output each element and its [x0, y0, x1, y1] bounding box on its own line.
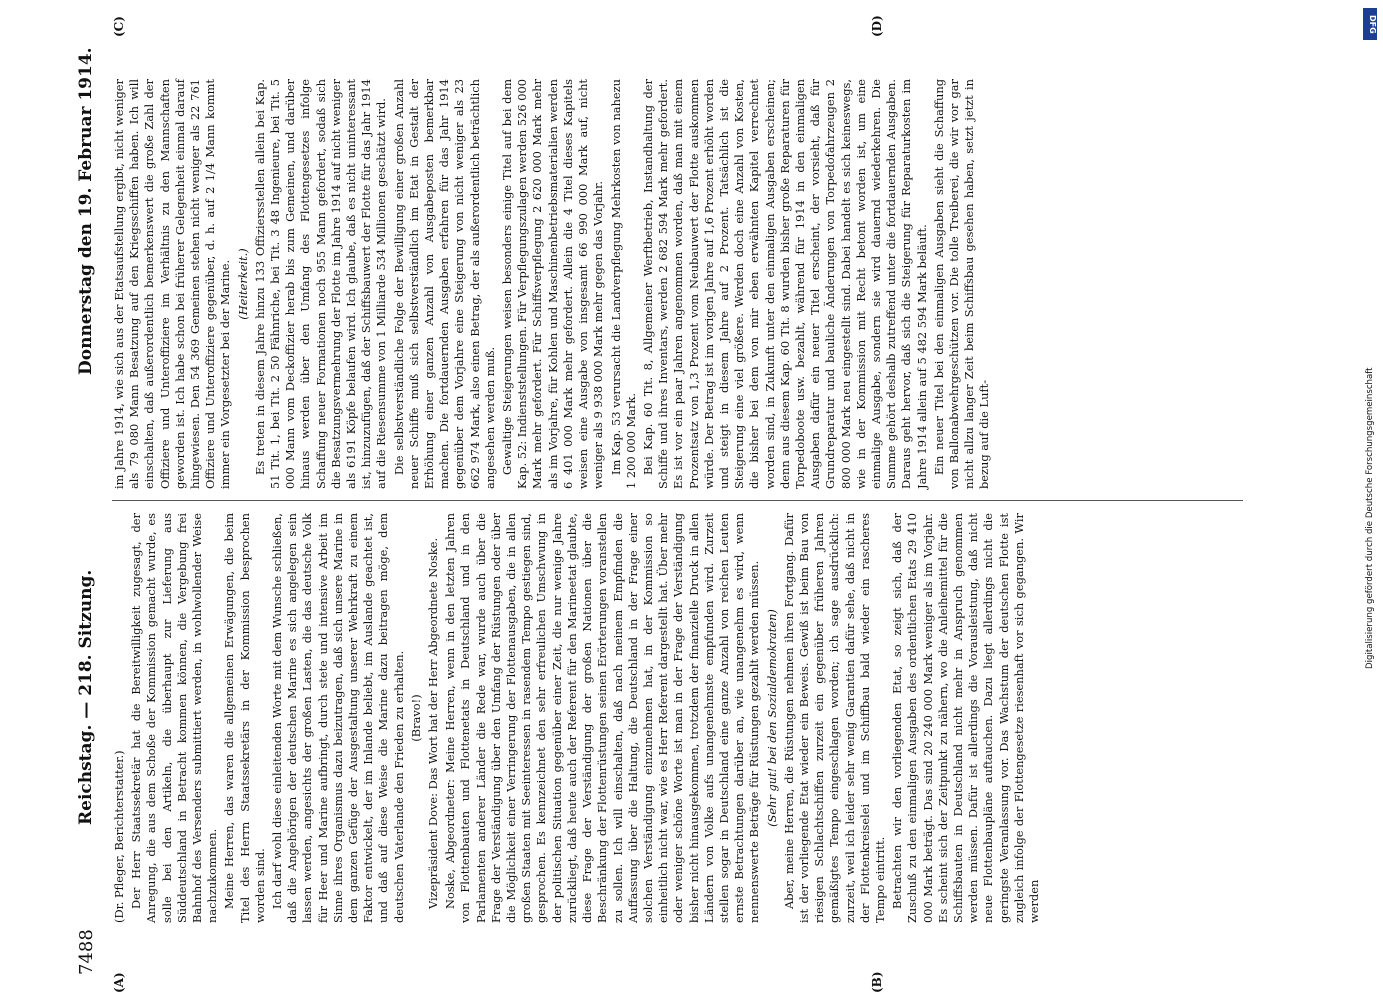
page-header: [70, 25, 106, 975]
paragraph: Die selbstverständliche Folge der Bewilligung einer großen Anzahl neuer Schiffe muß sich selbstverständlich im Etat in Gestalt der Erhöhung einer ganzen Anzahl von Ausgabeposten bemerkbar machen. Die fortdauernden Ausgaben erfahren für das Jahr 1914 gegenüber dem Vorjahre eine Steigerung von nicht weniger als 23 662 974 Mark, also einen Betrag, der als außerordentlich beträchtlich angesehen werden muß.: [391, 79, 497, 489]
dfg-logo: DFG: [1363, 8, 1377, 40]
margin-marker-c: (C): [112, 16, 126, 37]
paragraph: Betrachten wir den vorliegenden Etat, so zeigt sich, daß der Zuschuß zu den einmaligen Ausgaben des ordentlichen Etats 29 410 000 Mark beträgt. Das sind 20 240 000 Mark weniger als im Vorjahr. Es scheint sich der Zeitpunkt zu nähern, wo die Anleihemittel für die Schiffsbauten in Deutschland nicht mehr in Anspruch genommen werden müssen. Dafür ist allerdings die Vorausleistung, daß nicht neue Flottenbaupläne auftauchen. Dazu liegt allerdings nicht die geringste Veranlassung vor. Das Wachstum der deutschen Flotte ist zugleich infolge der Flottengesetze riesenhaft vor sich gegangen. Wir werden: [890, 513, 1041, 923]
margin-marker-a: (A): [112, 972, 126, 993]
margin-marker-b: (B): [870, 971, 884, 993]
left-column: [112, 513, 1243, 923]
margin-marker-d: (D): [870, 15, 884, 37]
paragraph: Im Kap. 53 verursacht die Landverpflegung Mehrkosten von nahezu 1 200 000 Mark.: [608, 79, 638, 489]
paragraph: (Bravo!): [408, 694, 423, 742]
paragraph: Aber, meine Herren, die Rüstungen nehmen ihren Fortgang. Dafür ist der vorliegende Etat wieder ein Beweis. Gewiß ist beim Bau von riesigen Schlachtschiffen zurzeit ein gegenüber früheren Jahren gemäßigtes Tempo eingeschlagen worden; ich sage ausdrücklich: zurzeit, weil ich leider sehr wenig Garantien dafür sehe, daß nicht in der Flottenkreiselei und im Schiffbau bald wieder ein rascheres Tempo eintritt.: [781, 513, 887, 923]
digitization-credit: Digitalisierung gefördert durch die Deutsche Forschungsgemeinschaft: [1365, 367, 1375, 669]
paragraph: Noske, Abgeordneter: Meine Herren, wenn in den letzten Jahren von Flottenbauten und Flottenetats in Deutschland und in den Parlamenten anderer Länder die Rede war, wurde auch über die Frage der Verständigung über den Umfang der Rüstungen oder über die Möglichkeit einer Verringerung der Flottenausgaben, die in allen großen Staaten mit Seeinteressen in rasendem Tempo gestiegen sind, gesprochen. Es kennzeichnet den sehr erfreulichen Umschwung in der politischen Situation gegenüber einer Zeit, die nur wenige Jahre zurückliegt, daß heute auch der Referent für den Marineetat glaubte, diese Frage der Verständigung der großen Nationen über die Beschränkung der Flottenrüstungen seinen Erörterungen voranstellen zu sollen. Ich will einschalten, daß nach meinem Empfinden die Auffassung über die Haltung, die Deutschland in der Frage einer solchen Verständigung einzunehmen hat, in der Kommission so einheitlich nicht war, wie es Herr Referent dargestellt hat. Über mehr oder weniger schöne Worte ist man in der Frage der Verständigung bisher nicht hinausgekommen, trotzdem der finanzielle Druck in allen Ländern von Volke aufs unangenehmste empfunden wird. Zurzeit stellen sogar in Deutschland eine ganze Anzahl von reichen Leuten ernste Betrachtungen darüber an, wie unangenehm es wird, wenn nennenswerte Beträge für Rüstungen gezahlt werden müssen.: [443, 513, 762, 923]
paragraph: Ein neuer Titel bei den einmaligen Ausgaben sieht die Schaffung von Ballonabwehrgeschützen vor. Die tolle Treiberei, die wir vor gar nicht allzu langer Zeit beim Schiffsbau gesehen haben, setzt jetzt in bezug auf die Luft-: [931, 79, 992, 489]
session-title: Reichstag. — 218. Sitzung.: [76, 569, 96, 825]
paragraph: (Dr. Pfleger, Berichterstatter.): [112, 750, 126, 923]
paragraph: Vizepräsident Dove: Das Wort hat der Herr Abgeordnete Noske.: [426, 537, 441, 909]
paragraph: (Heiterkeit.): [235, 248, 250, 320]
session-date: Donnerstag den 19. Februar 1914.: [76, 47, 96, 375]
paragraph: (Sehr gut! bei den Sozialdemokraten): [764, 609, 779, 827]
paragraph: Der Herr Staatssekretär hat die Bereitwilligkeit zugesagt, der Anregung, die aus dem Schoße der Kommission gemacht wurde, es solle bei den Artikeln, die überhaupt zur Lieferung aus Süddeutschland in Betracht kommen können, die Vergebung frei Bahnhof des Versenders submittiert werden, in wohlwollender Weise nachzukommen.: [129, 513, 220, 923]
paragraph: Bei Kap. 60 Tit. 8, Allgemeiner Werftbetrieb, Instandhaltung der Schiffe und ihres Inventars, werden 2 682 594 Mark mehr gefordert. Es ist vor ein paar Jahren angenommen worden, daß man mit einem Prozentsatz von 1,3 Prozent vom Neubauwert der Flotte auskommen würde. Der Betrag ist im vorigen Jahre auf 1,6 Prozent erhöht worden und steigt in diesem Jahre auf 2 Prozent. Tatsächlich ist die Steigerung eine viel größere. Werden doch eine Anzahl von Kosten, die bisher bei dem von mir eben erwähnten Kapitel verrechnet worden sind, in Zukunft unter den einmaligen Ausgaben erscheinen; denn aus diesem Kap. 60 Tit. 8 wurden bisher große Reparaturen für Torpedoboote usw. bezahlt, während für 1914 in den einmaligen Ausgaben dafür ein neuer Titel erscheint, der vorsieht, daß für Grundreparatur und bauliche Änderungen von Torpedofahrzeugen 2 800 000 Mark neu eingestellt sind. Dabei handelt es sich keineswegs, wie in der Kommission mit Recht betont worden ist, um eine einmalige Ausgabe, sondern sie wird dauernd wiederkehren. Die Summe gehört deshalb zutreffend unter die fortdauernden Ausgaben. Daraus geht hervor, daß sich die Steigerung für Reparaturkosten im Jahre 1914 allein auf 5 482 594 Mark beläuft.: [640, 79, 929, 489]
paragraph: Meine Herren, das waren die allgemeinen Erwägungen, die beim Titel des Herrn Staatssekretärs in der Kommission besprochen worden sind.: [222, 513, 267, 923]
newspaper-page: [0, 5, 1283, 995]
paragraph: im Jahre 1914, wie sich aus der Etatsaufstellung ergibt, nicht weniger als 79 080 Mann Besatzung auf den Kriegsschiffen haben. Ich will einschalten, daß außerordentlich bemerkenswert die große Zahl der Offiziere und Unteroffiziere im Verhältnis zu den Mannschaften geworden ist. Ich habe schon bei früherer Gelegenheit einmal darauf hingewiesen. Den 54 369 Gemeinen stehen nicht weniger als 22 761 Offiziere und Unteroffiziere gegenüber, d. h. auf 2 1/4 Mann kommt immer ein Vorgesetzter bei der Marine.: [112, 79, 233, 489]
column-divider: [112, 500, 1243, 501]
paragraph: Es treten in diesem Jahre hinzu 133 Offiziersstellen allein bei Kap. 51 Tit. 1, bei Tit. 2 50 Fähnriche, bei Tit. 3 48 Ingenieure, bei Tit. 5 000 Mann vom Deckoffizier herab bis zum Gemeinen, und darüber hinaus werden über den Umfang des Flottengesetzes infolge Schaffung neuer Formationen noch 955 Mann gefordert, sodaß sich die Besatzungsvermehrung der Flotte im Jahre 1914 auf nicht weniger als 6191 Köpfe belaufen wird. Ich glaube, daß es nicht uninteressant ist, hinzuzufügen, daß der Schiffsbauwert der Flotte für das Jahr 1914 auf die Riesensumme von 1 Milliarde 534 Millionen geschätzt wird.: [252, 79, 389, 489]
paragraph: Ich darf wohl diese einleitenden Worte mit dem Wunsche schließen, daß die Angehörigen der deutschen Marine es sich angelegen sein lassen werden, angesichts der großen Lasten, die das deutsche Volk für Heer und Marine aufbringt, durch stete und intensive Arbeit im Sinne ihres Organismus dazu beizutragen, daß sich unsere Marine in dem ganzen Gefüge der Ausgestaltung unserer Wehrkraft zu einem Faktor entwickelt, der im Inlande beliebt, im Auslande geachtet ist, und daß auf diese Weise die Marine dazu beitragen möge, dem deutschen Vaterlande den Frieden zu erhalten.: [270, 513, 406, 923]
paragraph: Gewaltige Steigerungen weisen besonders einige Titel auf bei dem Kap. 52: Indienststellungen. Für Verpflegungszulagen werden 526 000 Mark mehr gefordert. Für Schiffsverpflegung 2 620 000 Mark mehr als im Vorjahre, für Kohlen und Maschinenbetriebsmaterialien werden 6 401 000 Mark mehr gefordert. Allein die 4 Titel dieses Kapitels weisen eine Ausgabe von insgesamt 66 990 000 Mark auf, nicht weniger als 9 938 000 Mark mehr gegen das Vorjahr.: [500, 79, 606, 489]
page-number: 7488: [76, 929, 97, 975]
right-column: [112, 79, 1243, 489]
